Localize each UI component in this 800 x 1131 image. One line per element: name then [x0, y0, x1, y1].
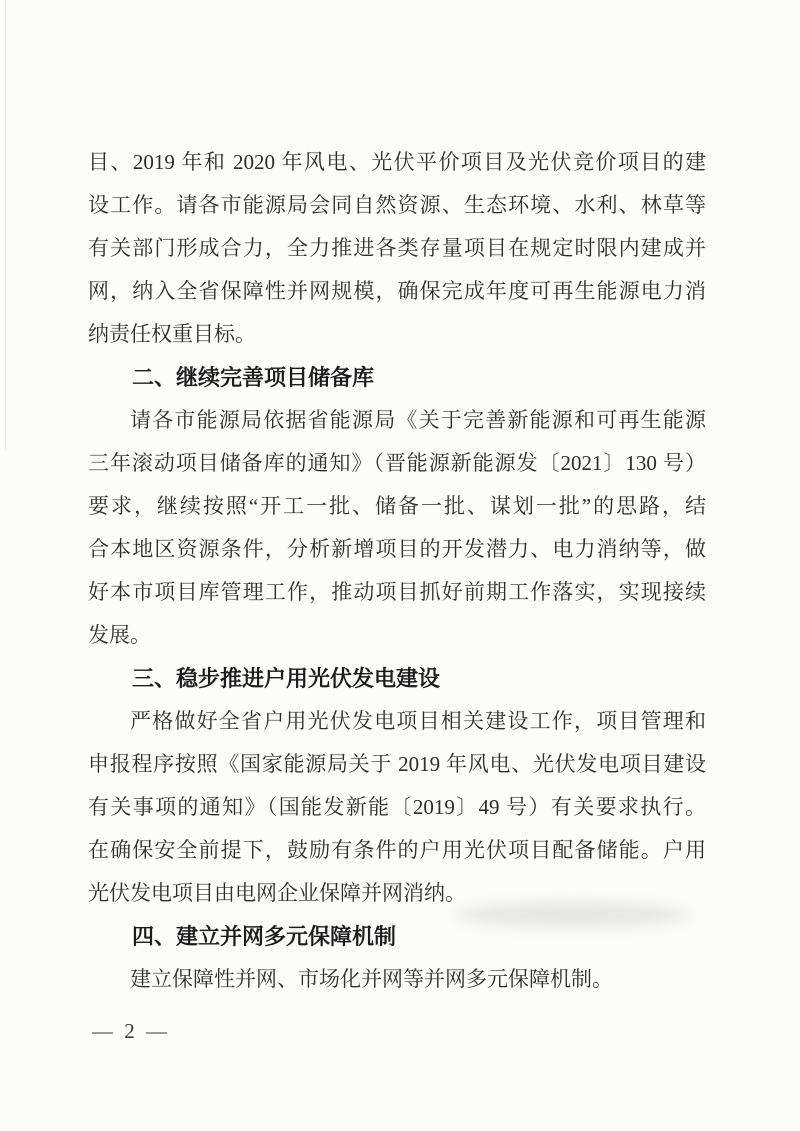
body-line: 设工作。请各市能源局会同自然资源、生态环境、水利、林草等: [88, 193, 706, 217]
body-line: 有关事项的通知》（国能发新能〔2019〕49 号）有关要求执行。: [88, 795, 706, 819]
body-line: 请各市能源局依据省能源局《关于完善新能源和可再生能源: [130, 408, 706, 432]
body-line: 发展。: [88, 623, 151, 647]
body-line: 三年滚动项目储备库的通知》（晋能源新能源发〔2021〕130 号）: [88, 451, 706, 475]
body-line: 光伏发电项目由电网企业保障并网消纳。: [88, 881, 466, 905]
document-body: [88, 141, 706, 1001]
scan-edge-artifact: [5, 0, 6, 450]
page-number: — 2 —: [92, 1019, 170, 1043]
body-line: 网，纳入全省保障性并网规模，确保完成年度可再生能源电力消: [88, 279, 706, 303]
body-line: 好本市项目库管理工作，推动项目抓好前期工作落实，实现接续: [88, 580, 706, 604]
body-line: 申报程序按照《国家能源局关于 2019 年风电、光伏发电项目建设: [88, 752, 706, 776]
body-line: 要求，继续按照“开工一批、储备一批、谋划一批”的思路，结: [88, 494, 706, 518]
section-heading: 四、建立并网多元保障机制: [132, 924, 397, 949]
body-line: 在确保安全前提下，鼓励有条件的户用光伏项目配备储能。户用: [88, 838, 706, 862]
section-heading: 二、继续完善项目储备库: [132, 365, 375, 390]
section-heading: 三、稳步推进户用光伏发电建设: [132, 666, 441, 691]
body-line: 严格做好全省户用光伏发电项目相关建设工作，项目管理和: [130, 709, 706, 733]
body-line: 建立保障性并网、市场化并网等并网多元保障机制。: [130, 967, 613, 991]
body-line: 有关部门形成合力，全力推进各类存量项目在规定时限内建成并: [88, 236, 706, 260]
body-line: 合本地区资源条件，分析新增项目的开发潜力、电力消纳等，做: [88, 537, 706, 561]
ink-bleed-smudge: [455, 902, 690, 928]
body-line: 目、2019 年和 2020 年风电、光伏平价项目及光伏竞价项目的建: [88, 150, 706, 174]
body-line: 纳责任权重目标。: [88, 322, 256, 346]
